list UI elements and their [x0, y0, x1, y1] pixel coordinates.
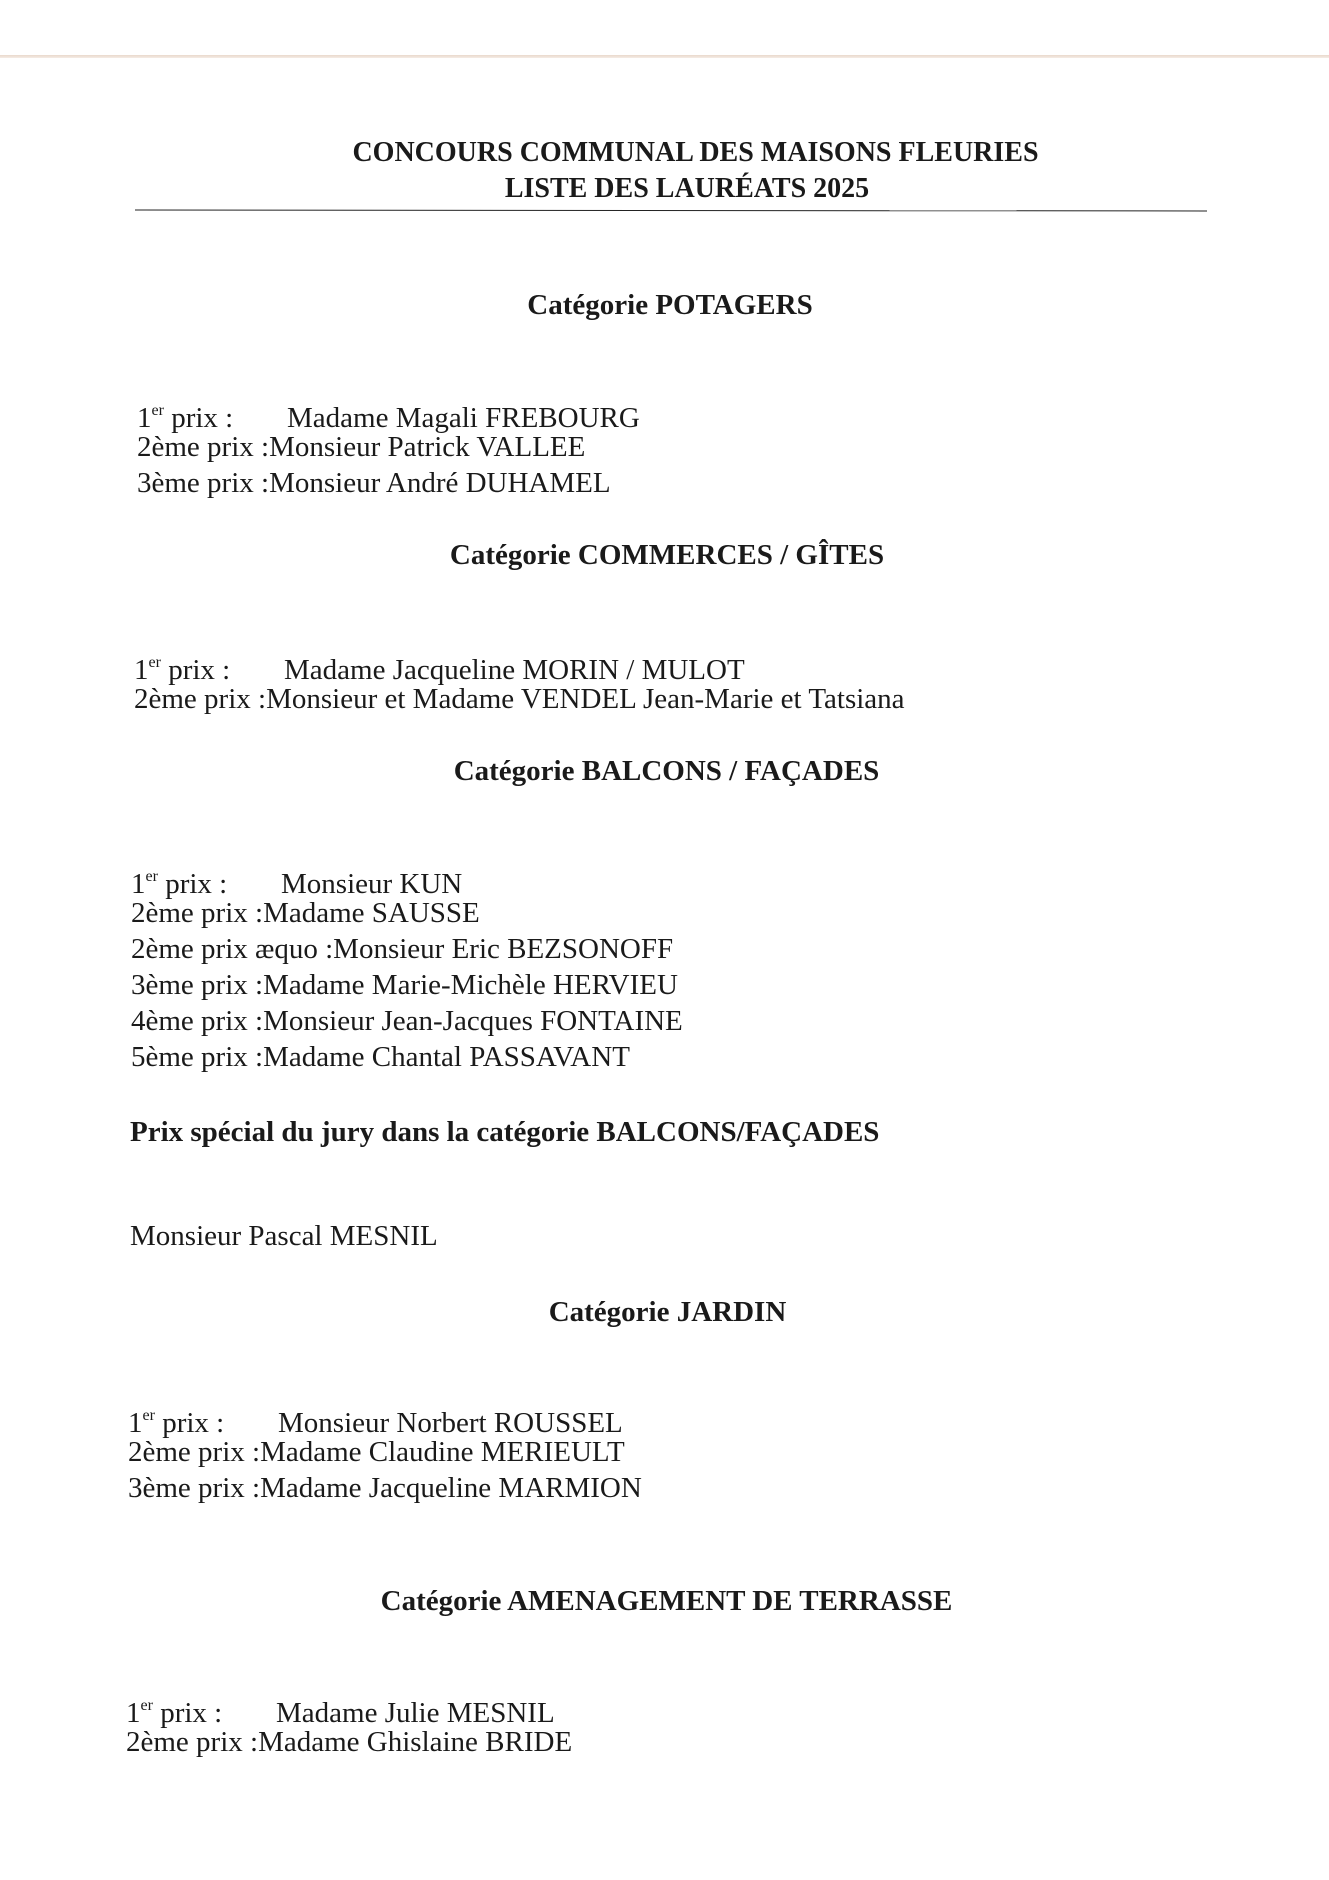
header-divider	[135, 210, 1207, 212]
prize-label: 4ème prix :	[131, 1005, 264, 1037]
list-item	[128, 1398, 642, 1439]
category-title-jardin: Catégorie JARDIN	[548, 1296, 787, 1328]
prize-label: 1er prix :	[128, 1407, 225, 1439]
list-item	[126, 1688, 572, 1729]
winner-name: Monsieur KUN	[281, 868, 463, 900]
prize-label: 3ème prix :	[128, 1472, 261, 1504]
list-item	[126, 1724, 572, 1760]
special-prize-winner: Monsieur Pascal MESNIL	[130, 1220, 438, 1252]
document-header	[0, 135, 1329, 207]
category-title-balcons: Catégorie BALCONS / FAÇADES	[453, 755, 880, 787]
prize-label: 2ème prix :	[126, 1726, 259, 1758]
list-item	[131, 859, 683, 900]
winner-name: Monsieur Patrick VALLEE	[269, 431, 586, 463]
winner-name: Madame Chantal PASSAVANT	[263, 1041, 630, 1073]
winner-name: Madame Claudine MERIEULT	[260, 1436, 625, 1468]
list-item	[131, 1003, 683, 1039]
category-title-potagers: Catégorie POTAGERS	[527, 289, 813, 321]
category-list-potagers	[137, 393, 640, 501]
prize-label: 1er prix :	[126, 1697, 223, 1729]
prize-label: 1er prix :	[137, 402, 234, 434]
list-item	[137, 429, 640, 465]
list-item	[137, 393, 640, 434]
prize-label: 2ème prix :	[137, 431, 270, 463]
list-item	[131, 967, 683, 1003]
winner-name: Madame Jacqueline MARMION	[260, 1472, 642, 1504]
prize-label: 5ème prix :	[131, 1041, 264, 1073]
category-title-commerces: Catégorie COMMERCES / GÎTES	[449, 539, 885, 571]
category-list-commerces	[134, 645, 905, 717]
list-item	[134, 681, 905, 717]
winner-name: Monsieur André DUHAMEL	[269, 467, 611, 499]
prize-label: 3ème prix :	[131, 969, 264, 1001]
winner-name: Madame Jacqueline MORIN / MULOT	[284, 654, 745, 686]
list-item	[128, 1470, 642, 1506]
prize-label: 1er prix :	[131, 868, 228, 900]
prize-label: 2ème prix :	[128, 1436, 261, 1468]
list-item	[134, 645, 905, 686]
category-title-terrasse: Catégorie AMENAGEMENT DE TERRASSE	[380, 1585, 953, 1617]
prize-label: 1er prix :	[134, 654, 231, 686]
winner-name: Madame Ghislaine BRIDE	[258, 1726, 573, 1758]
list-item	[131, 895, 683, 931]
winner-name: Madame SAUSSE	[263, 897, 480, 929]
winner-name: Monsieur et Madame VENDEL Jean-Marie et Tatsiana	[266, 683, 905, 715]
list-item	[131, 931, 683, 967]
special-prize-title: Prix spécial du jury dans la catégorie BALCONS/FAÇADES	[130, 1116, 880, 1148]
winner-name: Madame Julie MESNIL	[276, 1697, 555, 1729]
page-top-edge	[0, 55, 1329, 58]
prize-label: 2ème prix :	[131, 897, 264, 929]
category-list-jardin	[128, 1398, 642, 1506]
prize-label: 2ème prix :	[134, 683, 267, 715]
document-title: CONCOURS COMMUNAL DES MAISONS FLEURIES	[352, 137, 1039, 168]
list-item	[131, 1039, 683, 1075]
winner-name: Monsieur Eric BEZSONOFF	[333, 933, 674, 965]
list-item	[128, 1434, 642, 1470]
category-list-balcons	[131, 859, 683, 1075]
winner-name: Monsieur Jean-Jacques FONTAINE	[263, 1005, 683, 1037]
prize-label: 2ème prix æquo :	[131, 933, 334, 965]
winner-name: Monsieur Norbert ROUSSEL	[278, 1407, 623, 1439]
list-item	[137, 465, 640, 501]
winner-name: Madame Magali FREBOURG	[287, 402, 640, 434]
winner-name: Madame Marie-Michèle HERVIEU	[263, 969, 678, 1001]
document-subtitle: LISTE DES LAURÉATS 2025	[504, 173, 870, 204]
category-list-terrasse	[126, 1688, 572, 1760]
prize-label: 3ème prix :	[137, 467, 270, 499]
